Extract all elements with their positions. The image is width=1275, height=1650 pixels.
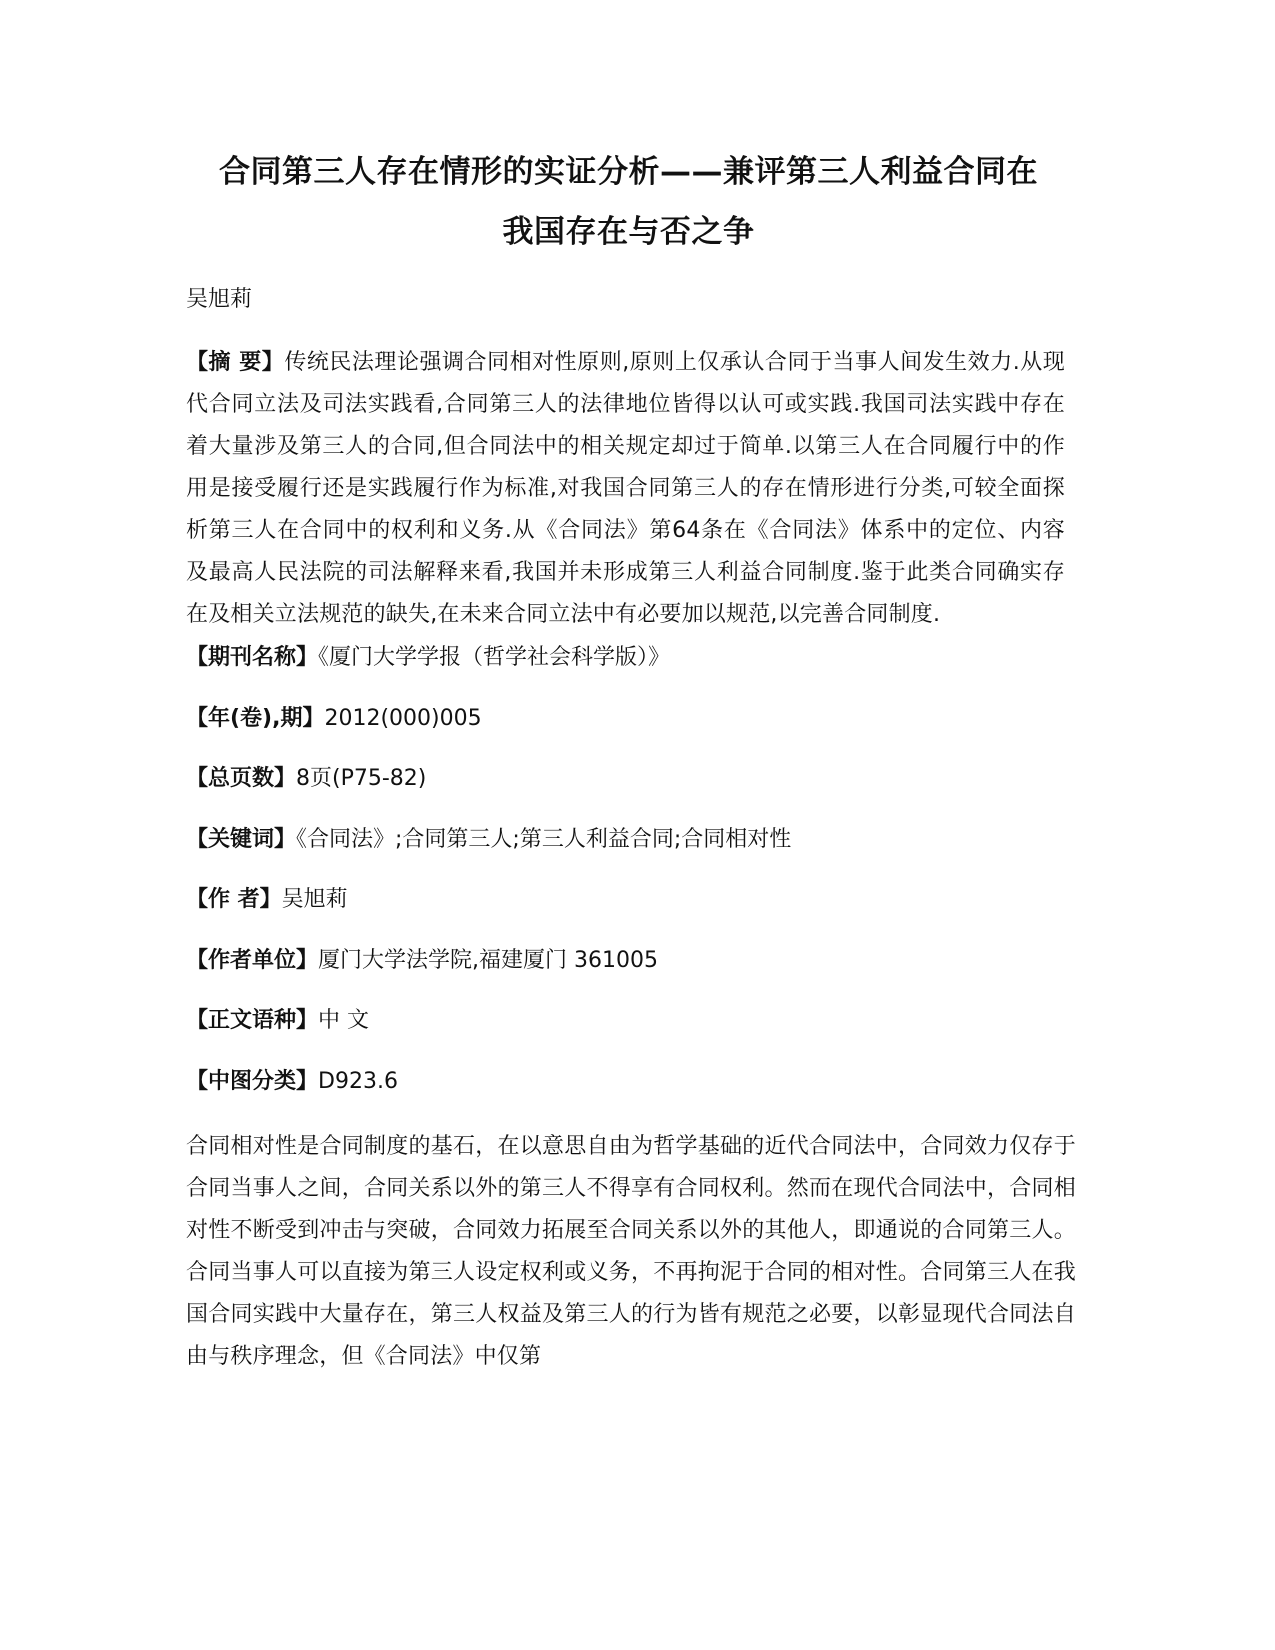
meta-author-value: 吴旭莉 (281, 887, 348, 912)
meta-page-count-label: 【总页数】 (186, 766, 297, 791)
meta-page-count-value: 8页(P75-82) (296, 766, 427, 791)
meta-language-value: 中 文 (318, 1008, 370, 1033)
meta-classification (186, 1066, 1065, 1098)
meta-affiliation-value: 厦门大学法学院,福建厦门 361005 (318, 947, 658, 973)
meta-volume-issue-value: 2012(000)005 (324, 705, 482, 731)
meta-page-count (186, 763, 1065, 795)
meta-volume-issue-label: 【年(卷),期】 (186, 705, 325, 731)
meta-affiliation-label: 【作者单位】 (186, 947, 319, 973)
abstract-text: 传统民法理论强调合同相对性原则,原则上仅承认合同于当事人间发生效力.从现代合同立法及司法实践看,合同第三人的法律地位皆得以认可或实践.我国司法实践中存在着大量涉及第三人的合同,但合同法中的相关规定却过于简单.以第三人在合同履行中的作用是接受履行还是实践履行作为标准,对我国合同第三人的存在情形进行分类,可较全面探析第三人在合同中的权利和义务.从《合同法》第64条在《合同法》体系中的定位、内容及最高人民法院的司法解释来看,我国并未形成第三人利益合同制度.鉴于此类合同确实存在及相关立法规范的缺失,在未来合同立法中有必要加以规范,以完善合同制度. (186, 350, 1065, 627)
meta-classification-value: D923.6 (318, 1068, 398, 1094)
meta-journal-value: 《厦门大学学报（哲学社会科学版）》 (318, 645, 671, 670)
author-name: 吴旭莉 (186, 287, 253, 312)
meta-author (186, 884, 1065, 916)
abstract-label: 【摘 要】 (186, 350, 285, 375)
body-paragraph: 合同相对性是合同制度的基石，在以意思自由为哲学基础的近代合同法中，合同效力仅存于合同当事人之间，合同关系以外的第三人不得享有合同权利。然而在现代合同法中，合同相对性不断受到冲击与突破，合同效力拓展至合同关系以外的其他人，即通说的合同第三人。合同当事人可以直接为第三人设定权利或义务，不再拘泥于合同的相对性。合同第三人在我国合同实践中大量存在，第三人权益及第三人的行为皆有规范之必要，以彰显现代合同法自由与秩序理念，但《合同法》中仅第 (186, 1134, 1076, 1369)
paper-title (186, 142, 1065, 262)
meta-language-label: 【正文语种】 (186, 1008, 319, 1033)
paper-title-line-2: 我国存在与否之争 (502, 214, 755, 250)
paper-title-line-1: 合同第三人存在情形的实证分析——兼评第三人利益合同在 (219, 154, 1038, 190)
meta-keywords-label: 【关键词】 (186, 826, 297, 852)
meta-journal (186, 642, 1065, 674)
meta-language (186, 1005, 1065, 1037)
meta-keywords (186, 824, 1065, 856)
meta-keywords-value: 《合同法》;合同第三人;第三人利益合同;合同相对性 (296, 826, 792, 852)
meta-author-label: 【作 者】 (186, 887, 282, 912)
meta-volume-issue (186, 703, 1065, 735)
meta-classification-label: 【中图分类】 (186, 1068, 319, 1094)
meta-affiliation (186, 945, 1065, 977)
abstract (186, 342, 1065, 636)
meta-journal-label: 【期刊名称】 (186, 645, 319, 670)
